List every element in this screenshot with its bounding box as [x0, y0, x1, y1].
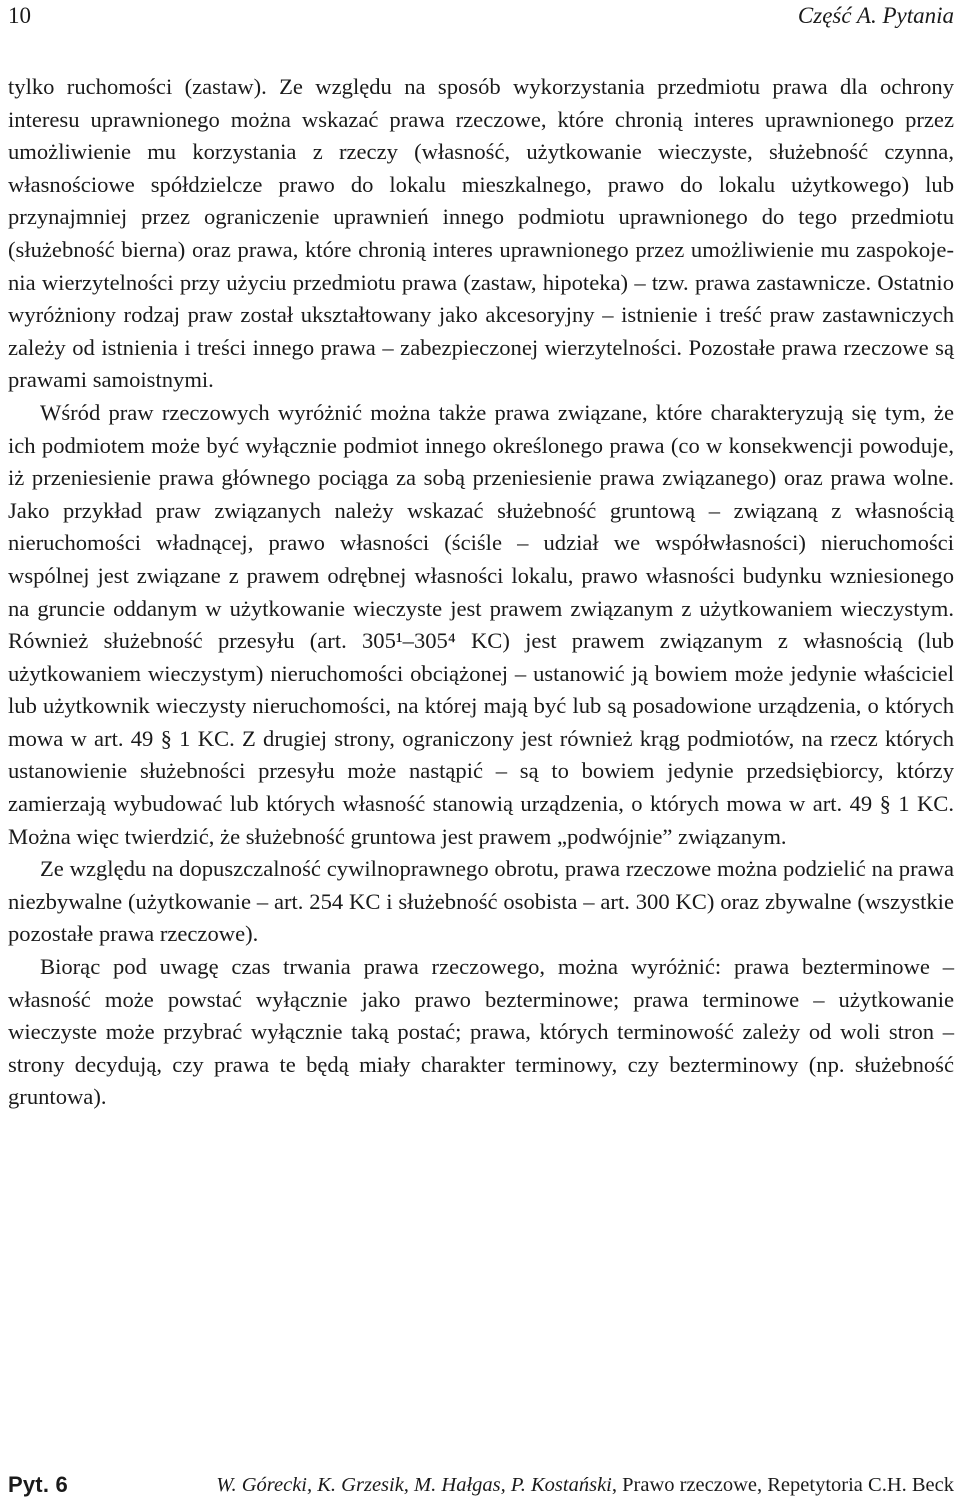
- section-title: Część A. Pytania: [797, 3, 954, 28]
- paragraph-related-rights: Wśród praw rzeczowych wyróżnić można także prawa związane, które charakteryzują się tym, że ich podmiotem może być wyłącznie podmiot innego określonego prawa (co w konsekwencji powoduje, iż przeniesienie prawa głównego pociąga za sobą przeniesienie prawa związanego) oraz prawa wolne. Jako przykład praw związanych należy wskazać służebność gruntową – związaną z własnością nieruchomości władnącej, prawo własności (ściśle – udział we współwłasności) nieruchomości wspólnej jest związane z prawem odrębnej własności lokalu, prawo własności budynku wzniesionego na gruncie oddanym w użytkowanie wieczyste jest prawem związanym z użytkowaniem wieczystym. Również służebność przesyłu (art. 305¹–305⁴ KC) jest prawem związanym z własnością (lub użytkowaniem wieczystym) nieruchomości obciążonej – ustanowić ją bowiem może jedynie właściciel lub użytkownik wieczysty nieruchomości, na której mają być lub są posadowione urządzenia, o których mowa w art. 49 § 1 KC. Z drugiej strony, ograniczony jest również krąg podmiotów, na rzecz których ustanowienie służebności przesyłu może nastąpić – są to bowiem jedynie przedsiębiorcy, którzy zamierzają wybudować lub których własność stanowią urządzenia, o których mowa w art. 49 § 1 KC. Można więc twierdzić, że służebność gruntowa jest prawem „podwójnie” związanym.: [8, 399, 954, 849]
- body-text: [8, 71, 954, 1114]
- paragraph-continuation: tylko ruchomości (zastaw). Ze względu na sposób wykorzystania przedmiotu prawa dla ochrony interesu uprawnionego można wskazać prawa rzeczowe, które chronią interes uprawnionego przez umożliwienie mu korzystania z rzeczy (własność, użytkowanie wieczyste, służebność czynna, własnościowe spółdzielcze prawo do lokalu mieszkalnego, prawo do lokalu użytkowego) lub przynajmniej przez ograniczenie uprawnień innego podmiotu uprawnionego do tego przedmiotu (służebność bierna) oraz prawa, które chronią interes uprawnionego przez umożliwienie mu zaspokojenia wierzytelności przy użyciu przedmiotu prawa (zastaw, hipoteka) – tzw. prawa zastawnicze. Ostatnio wyróżniony rodzaj praw został ukształtowany jako akcesoryjny – istnienie i treść praw zastawniczych zależy od istnienia i treści innego prawa – zabezpieczonej wierzytelności. Pozostałe prawa rzeczowe są prawami samoistnymi.: [8, 74, 954, 393]
- paragraph-transferability: Ze względu na dopuszczalność cywilnoprawnego obrotu, prawa rzeczowe można podzielić na prawa niezbywalne (użytkowanie – art. 254 KC i służebność osobista – art. 300 KC) oraz zbywalne (wszystkie pozostałe prawa rzeczowe).: [8, 856, 954, 947]
- page-number: 10: [8, 3, 31, 28]
- paragraph-duration: Biorąc pod uwagę czas trwania prawa rzeczowego, można wyróżnić: prawa bezterminowe – własność może powstać wyłącznie jako prawo bezterminowe; prawa terminowe – użytkowanie wieczyste może przybrać wyłącznie taką postać; prawa, których terminowość zależy od woli stron – strony decydują, czy prawa te będą miały charakter terminowy, czy bezterminowy (np. służebność gruntowa).: [8, 954, 954, 1110]
- running-head: [8, 2, 954, 30]
- book-authors: W. Górecki, K. Grzesik, M. Hałgas, P. Kostański: [216, 1474, 612, 1496]
- book-citation: [216, 1470, 954, 1500]
- page-footer: [8, 1470, 954, 1500]
- question-label: Pyt. 6: [8, 1472, 68, 1497]
- book-title: , Prawo rzeczowe, Repetytoria C.H. Beck: [611, 1474, 954, 1496]
